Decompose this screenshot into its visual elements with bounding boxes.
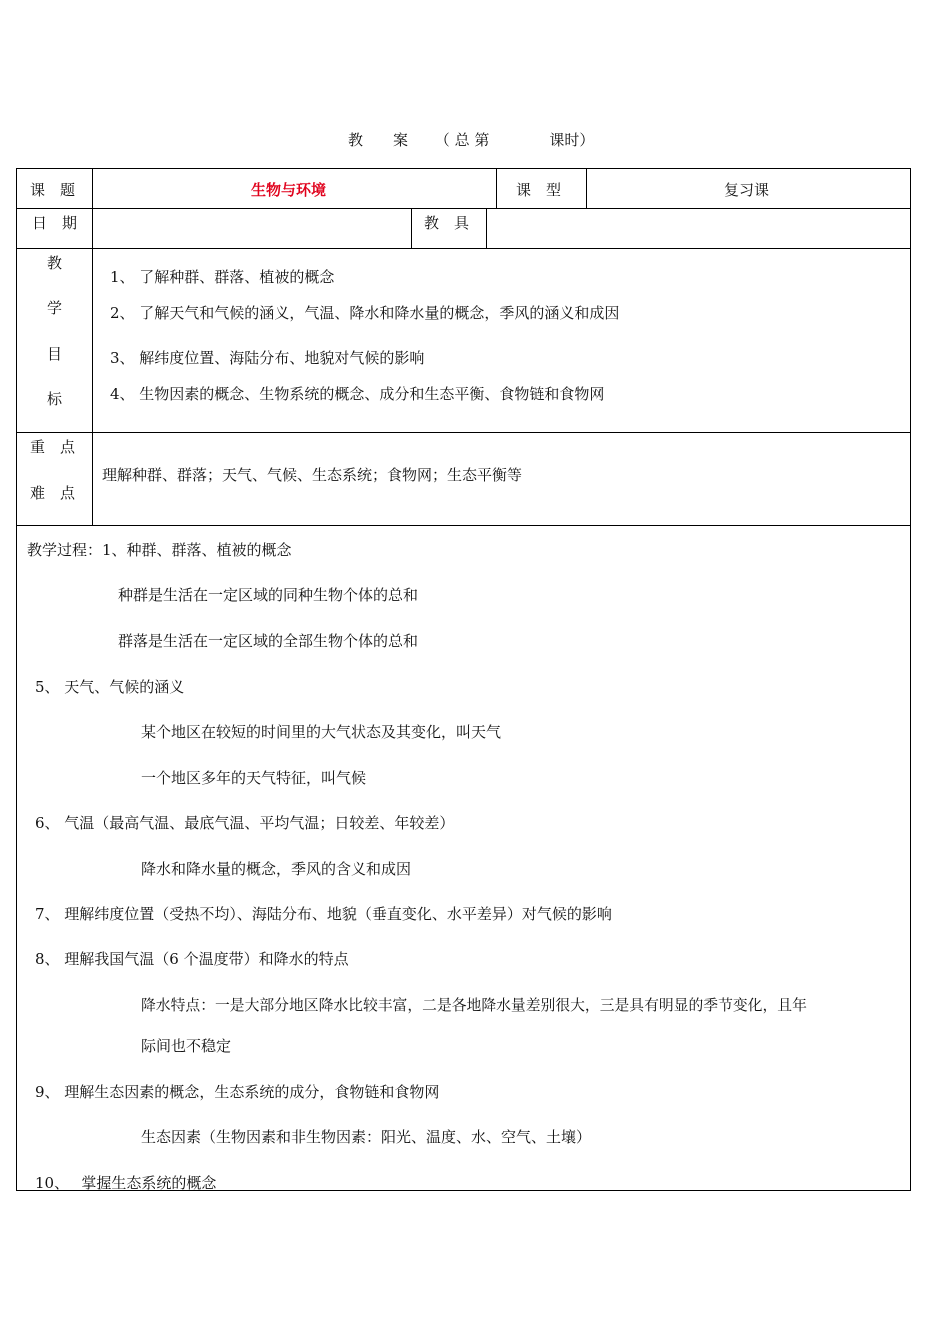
- process-line: 降水特点：一是大部分地区降水比较丰富，二是各地降水量差别很大，三是具有明显的季节变化，且年: [141, 997, 807, 1014]
- type-label: 课 型: [516, 181, 562, 199]
- goals-label-char: 目: [47, 345, 63, 363]
- topic-label: 课 题: [30, 181, 76, 199]
- goal-item: 4、 生物因素的概念、生物系统的概念、成分和生态平衡、食物链和食物网: [110, 385, 605, 403]
- process-line: 6、 气温（最高气温、最底气温、平均气温；日较差、年较差）: [35, 814, 455, 832]
- page-title-lesson-count: （ 总 第 课时）: [434, 131, 595, 149]
- table-rule: [486, 208, 487, 248]
- table-rule: [411, 208, 412, 248]
- process-line: 5、 天气、气候的涵义: [35, 678, 185, 696]
- goals-label-char: 教: [47, 254, 63, 272]
- key-points-label: 重 点: [30, 438, 76, 456]
- key-points-value: 理解种群、群落；天气、气候、生态系统；食物网；生态平衡等: [102, 466, 523, 484]
- process-line: 种群是生活在一定区域的同种生物个体的总和: [118, 586, 419, 604]
- goal-item: 1、 了解种群、群落、植被的概念: [110, 268, 335, 286]
- type-value: 复习课: [724, 181, 770, 199]
- table-rule: [92, 168, 93, 526]
- process-line: 际间也不稳定: [141, 1037, 232, 1055]
- table-rule: [16, 525, 911, 526]
- goal-item: 3、 解纬度位置、海陆分布、地貌对气候的影响: [110, 349, 425, 367]
- goals-label-char: 标: [47, 390, 63, 408]
- table-border-right: [910, 168, 911, 1191]
- goal-item: 2、 了解天气和气候的涵义，气温、降水和降水量的概念，季风的涵义和成因: [110, 304, 620, 322]
- process-line: 9、 理解生态因素的概念，生态系统的成分，食物链和食物网: [35, 1083, 440, 1101]
- process-label: 教学过程：: [27, 541, 103, 559]
- tools-label: 教 具: [424, 214, 470, 232]
- table-rule: [496, 168, 497, 208]
- table-border-top: [16, 168, 911, 169]
- table-rule: [16, 248, 911, 249]
- process-line: 降水和降水量的概念，季风的含义和成因: [141, 860, 412, 878]
- process-line: 某个地区在较短的时间里的大气状态及其变化，叫天气: [141, 723, 502, 741]
- goals-label-char: 学: [47, 299, 63, 317]
- process-line: 8、 理解我国气温（6 个温度带）和降水的特点: [35, 950, 349, 968]
- date-label: 日 期: [32, 214, 78, 232]
- table-rule: [586, 168, 587, 208]
- process-line: 7、 理解纬度位置（受热不均）、海陆分布、地貌（垂直变化、水平差异）对气候的影响: [35, 905, 612, 923]
- table-border-left: [16, 168, 17, 1191]
- process-first-line: [27, 539, 292, 560]
- process-line: 10、 掌握生态系统的概念: [35, 1174, 217, 1192]
- process-line: 一个地区多年的天气特征，叫气候: [141, 769, 367, 787]
- table-rule: [16, 208, 911, 209]
- topic-value: 生物与环境: [251, 181, 327, 199]
- table-rule: [16, 432, 911, 433]
- difficult-points-label: 难 点: [30, 484, 76, 502]
- process-line: 群落是生活在一定区域的全部生物个体的总和: [118, 632, 419, 650]
- page-title: [348, 129, 594, 150]
- process-line: 生态因素（生物因素和非生物因素：阳光、温度、水、空气、土壤）: [141, 1128, 592, 1146]
- page-title-main: 教 案: [348, 131, 409, 149]
- process-line: 1、种群、群落、植被的概念: [102, 541, 292, 559]
